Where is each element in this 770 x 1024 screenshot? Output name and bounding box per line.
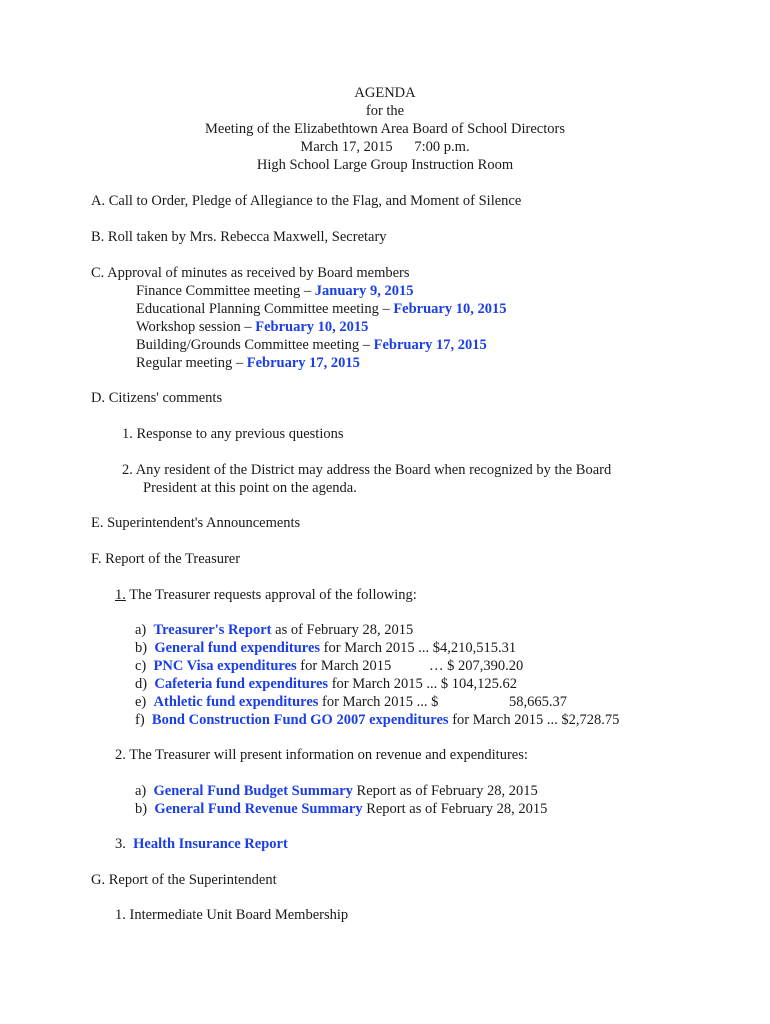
item-number: 3. xyxy=(115,836,126,852)
section-d-item-2-cont: President at this point on the agenda. xyxy=(143,480,357,496)
minutes-item xyxy=(136,336,487,354)
approval-letter: f) xyxy=(135,712,145,728)
minutes-label: Regular meeting – xyxy=(136,355,247,371)
section-e: E. Superintendent's Announcements xyxy=(91,515,301,531)
section-d-heading: D. Citizens' comments xyxy=(91,390,223,406)
approval-link[interactable]: Athletic fund expenditures xyxy=(153,694,319,710)
agenda-title: AGENDA xyxy=(354,85,416,101)
approval-rest: for March 2015 ... $2,728.75 xyxy=(448,712,620,728)
minutes-link[interactable]: February 17, 2015 xyxy=(246,355,360,371)
approval-letter: b) xyxy=(135,640,148,656)
section-f-heading: F. Report of the Treasurer xyxy=(91,551,241,567)
minutes-item xyxy=(136,282,414,300)
report-item xyxy=(135,800,547,818)
report-rest: Report as of February 28, 2015 xyxy=(362,801,548,817)
section-g-item-1: 1. Intermediate Unit Board Membership xyxy=(115,907,349,923)
minutes-label: Workshop session – xyxy=(136,319,256,335)
section-g-heading: G. Report of the Superintendent xyxy=(91,872,277,888)
minutes-label: Educational Planning Committee meeting – xyxy=(136,301,394,317)
approval-item xyxy=(135,675,517,693)
treasurer-approval-heading xyxy=(115,586,417,604)
report-rest: Report as of February 28, 2015 xyxy=(352,783,538,799)
approval-rest: for March 2015 ... $4,210,515.31 xyxy=(320,640,517,656)
meeting-datetime xyxy=(0,138,770,156)
health-insurance-link[interactable]: Health Insurance Report xyxy=(133,836,288,852)
section-b: B. Roll taken by Mrs. Rebecca Maxwell, Secretary xyxy=(91,229,387,245)
approval-link[interactable]: Cafeteria fund expenditures xyxy=(154,676,329,692)
approval-rest: for March 2015 xyxy=(296,658,392,674)
section-d-item-2: 2. Any resident of the District may address the Board when recognized by the Board xyxy=(122,462,612,478)
section-d-item-1: 1. Response to any previous questions xyxy=(122,426,344,442)
approval-item xyxy=(135,711,619,729)
approval-letter: d) xyxy=(135,676,148,692)
meeting-name: Meeting of the Elizabethtown Area Board of School Directors xyxy=(205,121,565,137)
minutes-link[interactable]: February 10, 2015 xyxy=(393,301,507,317)
approval-item xyxy=(135,657,391,675)
report-link[interactable]: General Fund Budget Summary xyxy=(153,783,353,799)
approval-letter: e) xyxy=(135,694,147,710)
approval-link[interactable]: Bond Construction Fund GO 2007 expenditures xyxy=(151,712,449,728)
minutes-label: Finance Committee meeting – xyxy=(136,283,315,299)
section-c-heading: C. Approval of minutes as received by Board members xyxy=(91,265,410,281)
approval-item xyxy=(135,693,438,711)
minutes-item xyxy=(136,318,368,336)
approval-link[interactable]: Treasurer's Report xyxy=(153,622,272,638)
approval-amount: 58,665.37 xyxy=(509,694,567,710)
report-item xyxy=(135,782,538,800)
for-the-line: for the xyxy=(365,103,405,119)
report-letter: a) xyxy=(135,783,147,799)
minutes-item xyxy=(136,354,360,372)
approval-item xyxy=(135,639,516,657)
approval-rest: for March 2015 ... $ xyxy=(318,694,439,710)
item-number: 1. xyxy=(115,587,126,603)
approval-letter: a) xyxy=(135,622,147,638)
minutes-link[interactable]: January 9, 2015 xyxy=(314,283,414,299)
approval-link[interactable]: General fund expenditures xyxy=(154,640,321,656)
section-a: A. Call to Order, Pledge of Allegiance to the Flag, and Moment of Silence xyxy=(91,193,522,209)
approval-rest: as of February 28, 2015 xyxy=(271,622,414,638)
health-insurance-item xyxy=(115,835,288,853)
minutes-link[interactable]: February 17, 2015 xyxy=(373,337,487,353)
item-text: The Treasurer requests approval of the following: xyxy=(125,587,417,603)
meeting-date: March 17, 2015 xyxy=(300,139,393,155)
minutes-label: Building/Grounds Committee meeting – xyxy=(136,337,374,353)
approval-item xyxy=(135,621,413,639)
report-link[interactable]: General Fund Revenue Summary xyxy=(154,801,363,817)
approval-letter: c) xyxy=(135,658,147,674)
meeting-time: 7:00 p.m. xyxy=(414,139,470,155)
treasurer-revenue-heading: 2. The Treasurer will present information on revenue and expenditures: xyxy=(115,747,528,763)
approval-amount: … $ 207,390.20 xyxy=(429,658,524,674)
approval-rest: for March 2015 ... $ 104,125.62 xyxy=(328,676,517,692)
minutes-item xyxy=(136,300,507,318)
minutes-link[interactable]: February 10, 2015 xyxy=(255,319,369,335)
approval-link[interactable]: PNC Visa expenditures xyxy=(153,658,297,674)
report-letter: b) xyxy=(135,801,148,817)
meeting-location: High School Large Group Instruction Room xyxy=(256,157,514,173)
